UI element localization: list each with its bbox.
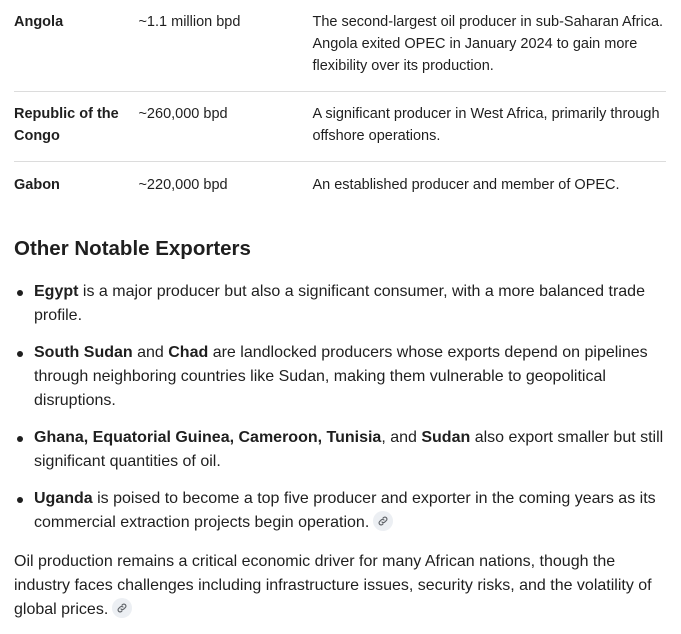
closing-text: Oil production remains a critical economic driver for many African nations, though the industry faces challenges including infrastructure issues, security risks, and the volatility of global prices.: [14, 553, 652, 618]
table-row: [14, 92, 666, 162]
bold-term: Egypt: [34, 283, 79, 300]
bullet-dot: [17, 290, 23, 296]
country-cell: Angola: [14, 14, 64, 30]
table-row: [14, 0, 666, 92]
production-cell: ~220,000 bpd: [138, 162, 312, 203]
bold-term: Uganda: [34, 490, 93, 507]
item-text: , and: [381, 429, 422, 446]
list-item: [14, 426, 666, 474]
bullet-dot: [17, 351, 23, 357]
table-row: [14, 162, 666, 203]
link-icon: [116, 602, 128, 614]
item-text: is poised to become a top five producer and exporter in the coming years as its commercial extraction projects begin operation.: [34, 490, 656, 531]
country-cell: Republic of the Congo: [14, 92, 138, 162]
source-link-button[interactable]: [373, 511, 393, 531]
link-icon: [377, 515, 389, 527]
response-content: [14, 0, 666, 618]
notes-cell: A significant producer in West Africa, primarily through offshore operations.: [312, 92, 666, 162]
item-text: and: [132, 344, 169, 361]
section-heading: Other Notable Exporters: [14, 237, 251, 260]
list-item: [14, 487, 666, 535]
bullet-dot: [17, 497, 23, 503]
list-item: [14, 280, 666, 328]
country-cell: Gabon: [14, 162, 138, 203]
notes-cell: An established producer and member of OPEC.: [312, 162, 666, 203]
exporters-list: [14, 280, 666, 548]
bold-term: Ghana, Equatorial Guinea, Cameroon, Tunisia: [34, 429, 382, 446]
bold-term: Chad: [168, 344, 209, 361]
bullet-dot: [17, 436, 23, 442]
production-cell: ~260,000 bpd: [138, 92, 312, 162]
oil-producers-table: [14, 0, 666, 202]
source-link-button[interactable]: [112, 598, 132, 618]
list-item: [14, 341, 666, 413]
bold-term: South Sudan: [34, 344, 133, 361]
item-text: also export smaller but still significant quantities of oil.: [34, 429, 664, 470]
item-text: are landlocked producers whose exports depend on pipelines through neighboring countries like Sudan, making them vulnerable to geopolitical disruptions.: [34, 344, 648, 409]
item-text: is a major producer but also a significant consumer, with a more balanced trade profile.: [34, 283, 645, 324]
bold-term: Sudan: [421, 429, 471, 446]
production-cell: ~1.1 million bpd: [138, 14, 241, 30]
notes-cell: The second-largest oil producer in sub-Saharan Africa. Angola exited OPEC in January 2024 to gain more flexibility over its production.: [312, 14, 664, 74]
closing-paragraph: [14, 550, 666, 622]
